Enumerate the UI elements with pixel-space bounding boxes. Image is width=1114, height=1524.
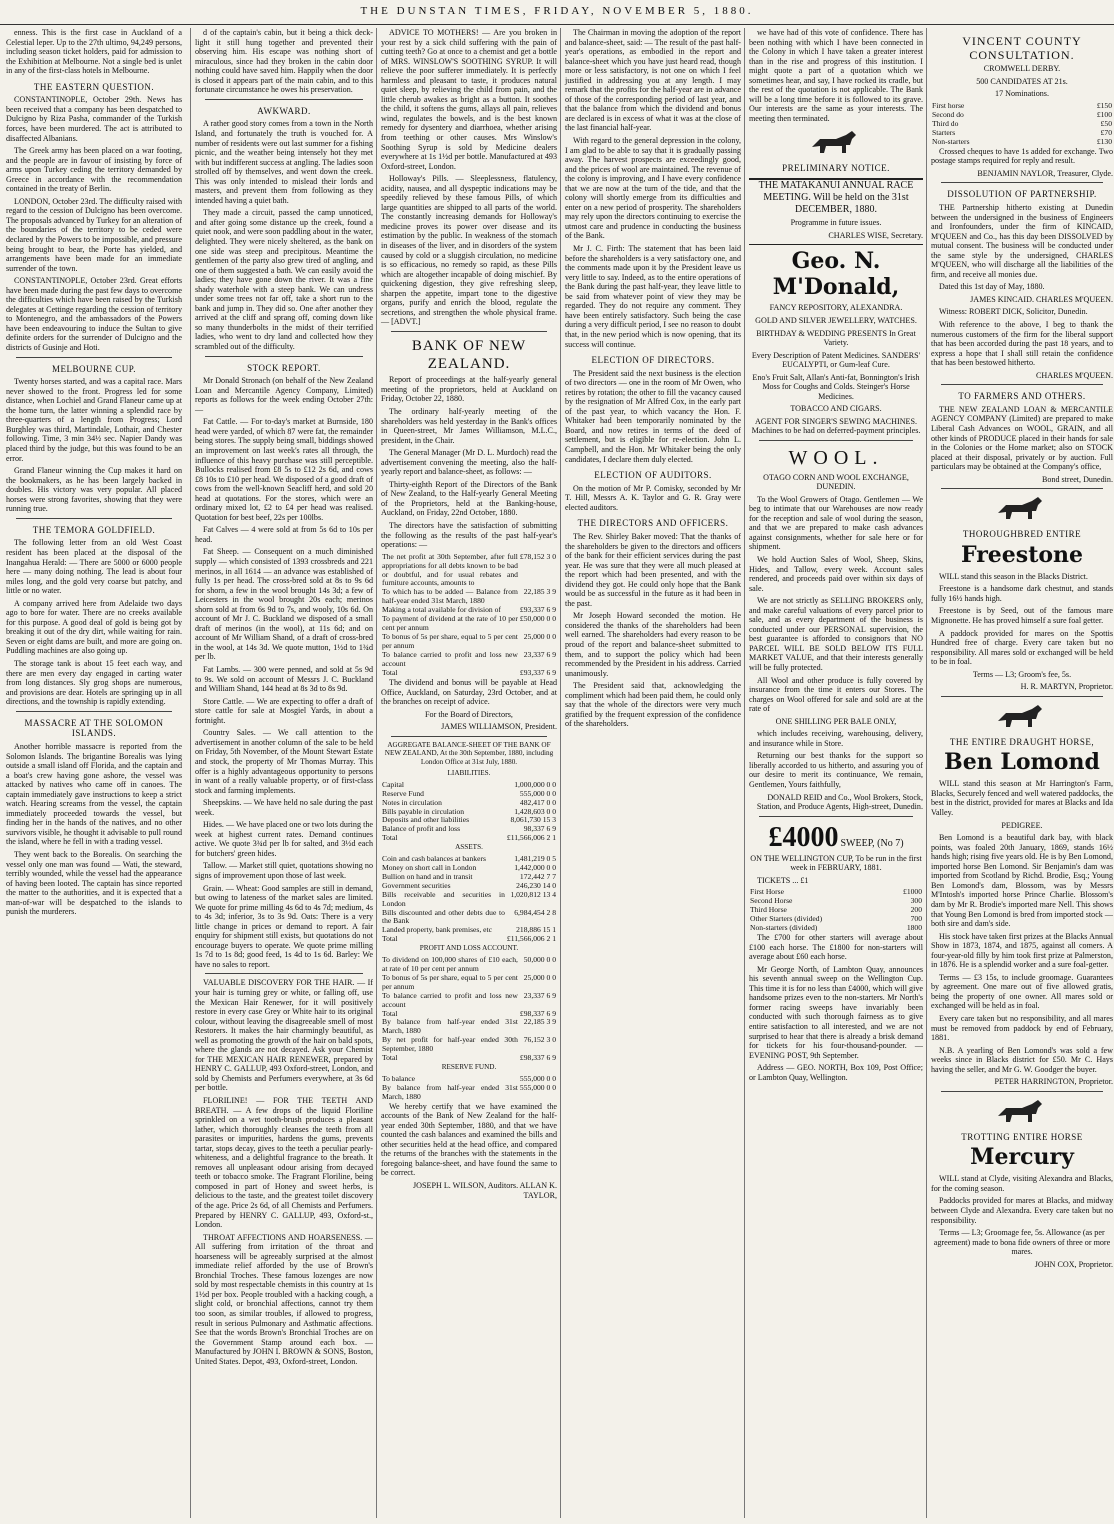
row-amount: £93,337 6 9: [519, 668, 556, 678]
paragraph: ONE SHILLING PER BALE ONLY,: [775, 716, 897, 726]
row-amount: £11,566,006 2 1: [506, 833, 556, 843]
paragraph: Address — GEO. NORTH, Box 109, Post Office; or Lambton Quay, Wellington.: [749, 1063, 923, 1082]
row-label: Total: [382, 1008, 398, 1018]
paragraph: The President said the next business is the election of two directors — one in the room of Mr Owen, who retires by rotation; the other to fill the vacancy caused by the resignation of Mr Alfred Cox, in the early part of the past year, to which vacancy the Hon. F. Whitaker had been temporarily nominated by the Board, and now retires in terms of the deed of settlement, but is eligible for re-election. John L. Campbell, and the Hon. Mr Whitaker being the only candidates, I declare them duly elected.: [565, 368, 741, 464]
paragraph: ON THE WELLINGTON CUP, To be run in the first week in FEBRUARY, 1881.: [750, 853, 922, 873]
section-heading: VINCENT COUNTY CONSULTATION.: [962, 34, 1082, 63]
row-label: Money on short call in London: [382, 862, 477, 872]
paragraph: Fat Calves — 4 were sold at from 5s 6d to 10s per head.: [195, 525, 373, 544]
table-row: [381, 834, 557, 843]
section-heading: PRELIMINARY NOTICE.: [782, 163, 890, 174]
row-label: Landed property, bank premises, etc: [382, 925, 492, 935]
signature: JAMES WILLIAMSON, President.: [441, 722, 557, 732]
paragraph: The Greek army has been placed on a war footing, and the people are in favour of insisting by force of arms upon Turkey ceding the territory demanded by Greece in accordance with the recommendation contained in the treaty of Berlin.: [6, 146, 182, 194]
section-heading: MELBOURNE CUP.: [51, 363, 136, 374]
row-amount: £100: [1096, 109, 1112, 119]
paragraph: A company arrived here from Adelaide two days ago to bore for water. There are no creeks available for this purpose. A good deal of gold is being got by breaking it out of the dry dirt, while waiting for rain. Seven or eight dams are built, and more are going on. Puddling machines are also going up.: [6, 598, 182, 656]
signature: JOHN COX, Proprietor.: [1034, 1259, 1113, 1269]
paragraph: TOBACCO AND CIGARS.: [790, 404, 882, 414]
paragraph: We hold Auction Sales of Wool, Sheep, Skins, Hides, and Tallow, every week. Account sales rendered, and proceeds paid over within six days of sale.: [749, 555, 923, 593]
paragraph: BIRTHDAY & WEDDING PRESENTS In Great Variety.: [756, 328, 916, 348]
divider: [759, 440, 913, 441]
signature: H. R. MARTYN, Proprietor.: [1020, 682, 1113, 692]
paragraph: With reference to the above, I beg to thank the numerous customers of the firm for the liberal support that has been accorded during the past 18 years, and to express a hope that I shall still retain the confidence that has been bestowed hitherto.: [931, 319, 1113, 368]
row-label: To dividend on 100,000 shares of £10 each, at rate of 10 per cent per annum: [382, 954, 518, 973]
section-heading: THE ENTIRE DRAUGHT HORSE,: [949, 736, 1095, 747]
table-heading: ASSETS.: [455, 843, 483, 852]
row-label: Third do: [932, 118, 959, 128]
paragraph: Thirty-eighth Report of the Directors of the Bank of New Zealand, to the Half-yearly General Meeting of the Proprietors, held at the Banking-house, Auckland, on Friday, 22nd October, 1880.: [381, 479, 557, 518]
paragraph: Terms — L3; Groom's fee, 5s.: [972, 669, 1072, 679]
paragraph: Grain. — Wheat: Good samples are still in demand, but owing to lateness of the market sales are limited. We quote for prime milling 4s 6d to 4s 7d; medium, 4s to 4s 3d; inferior, 3s to 3s 9d. Oats: There is a very little change in prices or demand to report. A fair enquiry for shipment still exists, but quotations do not encourage buyers to operate. We quote prime milling 1s 7d to 1s 8d; good feed, 1s 4d to 1s 6d. Barley: We have no sales to report.: [195, 883, 373, 969]
paragraph: Mr J. C. Firth: The statement that has been laid before the shareholders is a very satisfactory one, and the comments made upon it by the President leave us very little to say. Indeed, as to the entire operations of the Bank during the past half-year, they leave little to be said from whatever point of view they may be regarded. They do not require any comment. They have been entirely satisfactory. Such being the case during a very difficult period, I see no reason to doubt that, in the new period which is now opening, that its success will continue.: [565, 244, 741, 349]
advert-name: Geo. N. M'Donald,: [772, 247, 900, 300]
table-row: [381, 974, 557, 992]
paragraph: CONSTANTINOPLE, October 23rd. Great efforts have been made during the past few days to overcome the difficulties which have been raised by the Turkish delegates at Cettinge regarding the cession of territory to Montenegro, and the ambassadors of the Powers have been endeavouring to induce the Sultan to give definite orders for the surrender of Dulcigno and the districts of Gusinje and Hoti.: [6, 276, 182, 353]
paragraph: Hides. — We have placed one or two lots during the week at highest current rates. Demand continues active. We quote 3¾d per lb for salted, and 3½d each for butchers' green hides.: [195, 820, 373, 858]
paragraph: WILL stand at Clyde, visiting Alexandra and Blacks, for the coming season.: [931, 1174, 1113, 1193]
signature: JOSEPH L. WILSON, Auditors. ALLAN K. TAYLOR,: [413, 1180, 557, 1200]
paragraph: Mr Donald Stronach (on behalf of the New Zealand Loan and Mercantile Agency Company, Limited) reports as follows for the week ending October 27th: —: [195, 376, 373, 414]
liabilities-table: [381, 781, 557, 844]
row-label: To bonus of 5s per share, equal to 5 per cent per annum: [382, 972, 518, 991]
section-heading: THE EASTERN QUESTION.: [33, 81, 155, 92]
row-amount: 700: [910, 914, 922, 924]
row-label: First horse: [932, 100, 965, 110]
table-row: [381, 651, 557, 669]
divider: [391, 331, 547, 332]
paragraph: 17 Nominations.: [995, 89, 1049, 99]
divider: [941, 182, 1103, 183]
signature: BENJAMIN NAYLOR, Treasurer, Clyde.: [977, 168, 1113, 178]
horse-name: Ben Lomond: [944, 749, 1100, 776]
signature: PETER HARRINGTON, Proprietor.: [994, 1077, 1113, 1087]
row-label: Second do: [932, 109, 964, 119]
row-amount: 25,000 0 0: [523, 972, 556, 982]
paragraph: CROMWELL DERBY.: [983, 64, 1061, 74]
row-label: Deposits and other liabilities: [382, 815, 470, 825]
paragraph: Terms — L3; Groomage fee, 5s. Allowance (as per agreement) made to bona fide owners of three or more mares.: [933, 1228, 1111, 1257]
section-heading: STOCK REPORT.: [247, 362, 321, 373]
row-amount: 22,185 3 9: [523, 587, 556, 597]
section-heading: THE DIRECTORS AND OFFICERS.: [577, 518, 729, 529]
paragraph: Another horrible massacre is reported from the Solomon Islands. The brigantine Borealis was lying outside a small island off Florida, and the captain and a boat's crew having gone ashore, the vessel was attacked by natives who came off in canoes. The captain immediately gave instructions to keep a strict watch. Hearing screams from the vessel, the captain immediately proceeded towards the vessel, but finding her in the hands of the natives, and no other survivors visible, he thought it advisable to pull round the island, where he fell in with a trading vessel.: [6, 741, 182, 847]
paragraph: The ordinary half-yearly meeting of the shareholders was held yesterday in the Bank's offices in Queen-street, Mr James Williamson, M.L.C., president, in the Chair.: [381, 406, 557, 445]
row-amount: 555,000 0 0: [519, 788, 556, 798]
table-row: [381, 633, 557, 651]
row-amount: 23,337 6 9: [523, 990, 556, 1000]
divider: [205, 99, 363, 100]
table-row: [381, 588, 557, 606]
paragraph: Report of proceedings at the half-yearly general meeting of the proprietors, held at Auckland on Friday, October 22, 1880.: [381, 375, 557, 404]
paragraph: All Wool and other produce is fully covered by insurance from the time it enters our Stores. The charges on Wool offered for sale and sold are at the rate of: [749, 675, 923, 714]
paragraph: Dated this 1st day of May, 1880.: [939, 282, 1045, 292]
row-amount: £130: [1096, 136, 1112, 146]
row-label: Bills payable in circulation: [382, 806, 465, 816]
row-label: By balance from half-year ended 31st March, 1880: [382, 1017, 518, 1036]
assets-table: [381, 855, 557, 945]
paragraph: AGENT FOR SINGER'S SEWING MACHINES. Machines to be had on deferred-payment principles.: [751, 416, 921, 436]
row-amount: 555,000 0 0: [519, 1073, 556, 1083]
table-row: [381, 992, 557, 1010]
row-label: To balance: [382, 1073, 415, 1083]
paragraph: enness. This is the first case in Auckland of a Celestial leper. Up to the 27th ultimo, 94,249 persons, including season ticket holders, paid for admission to the Exhibition at Melbourne. Not a single bed is unlet in any of the first-class hotels in Melbourne.: [6, 28, 182, 76]
row-label: Bullion on hand and in transit: [382, 871, 473, 881]
column-3: [376, 28, 557, 1518]
horse-name: Mercury: [970, 1144, 1074, 1171]
paragraph: Fat Cattle. — For to-day's market at Burnside, 180 head were yarded, of which 87 were fat, the remainder being stores. The supply being small, biddings showed an improvement on last week's rates all through, the influence of this heavy purchase was still perceptible. Bullocks realised from £8 5s to £12 2s 6d, and cows £8 10s to £10 per head. We disposed of a good draft of cows from the well-known Seacliff herd, and sold 20 head at quotations. For the stores, which were an ordinary mixed lot, £2 to £4 per head was realised. Quotation for best beef, 22s per 100lbs.: [195, 417, 373, 522]
row-amount: 300: [910, 896, 922, 906]
paragraph: Programme in future issues.: [790, 218, 882, 228]
row-label: Non-starters (divided): [750, 923, 818, 933]
row-label: Second Horse: [750, 896, 793, 906]
paragraph: On the motion of Mr P. Comisky, seconded by Mr T. Hill, Messrs A. K. Taylor and G. R. Gray were elected auditors.: [565, 483, 741, 512]
horse-icon: [992, 493, 1052, 523]
row-amount: 1,481,219 0 5: [514, 853, 556, 863]
row-label: Coin and cash balances at bankers: [382, 853, 486, 863]
horse-icon: [992, 1096, 1052, 1126]
table-row: [381, 956, 557, 974]
row-amount: 1,000,000 0 0: [514, 779, 556, 789]
signature: CHARLES M'QUEEN.: [1035, 370, 1113, 380]
table-row: [931, 111, 1113, 120]
row-amount: 1,020,812 13 4: [510, 889, 556, 899]
paragraph: The President said that, acknowledging the compliment which had been paid them, he could only say that the whole of the directors were very much gratified by the frequent expression of the confidence of the shareholders.: [565, 681, 741, 729]
profit-loss-table: [381, 956, 557, 1063]
paragraph: The following letter from an old West Coast resident has been placed at the disposal of the Inangahua Herald: — There are 5000 or 6000 people here — many doing nothing. The lead is about four miles long, and the gold very coarse but patchy, and little or no water.: [6, 538, 182, 596]
table-row: [381, 553, 557, 589]
section-heading: TO FARMERS AND OTHERS.: [958, 391, 1086, 402]
table-row: [381, 891, 557, 909]
row-amount: 555,000 0 0: [519, 1082, 556, 1092]
paragraph: Crossed cheques to have 1s added for exchange. Two postage stamps required for reply and result.: [931, 146, 1113, 166]
paragraph: They made a circuit, passed the camp unnoticed, and after going some distance up the creek, found a quiet nook, and were soon paddling about in the water, delighted. They were nicely sheltered, as the bank on one side was steep and precipitous. Meantime the gentlemen of the party also grew tired of angling, and one of them suggested a bath. We can easily avoid the ladies; they have gone down the river. It was a fine shady waterhole with a steep bank. We can undress under some trees not far off, take a short run to the bank and jump in. They did so. One after another they arrived at the cliff and sprang off, coming down like so many thunderbolts in the midst of their terrified ladies, who went to dry land and collected how they scrambled out of the difficulty.: [195, 208, 373, 352]
row-label: By net profit for half-year ended 30th September, 1880: [382, 1035, 518, 1054]
row-amount: 246,230 14 0: [516, 880, 556, 890]
paragraph: Twenty horses started, and was a capital race. Mars never showed to the front. Progress led for some distance, when Lochiel and Grand Flaneur came up at the home turn, the latter winning a splendid race by three-quarters of a length from Progress; Lord Burghley was third, Martindale, Lothair, and Chester following. Time, 3 min 34½ sec. Napier Dandy was placed third by the judge, but this was found to be an error.: [6, 377, 182, 463]
paragraph: Country Sales. — We call attention to the advertisement in another column of the sale to be held on Friday, 5th November, of the Mount Stewart Estate and stock, the property of Mr Thomas Murray. This offer is a highly advantageous opportunity to persons in want of a really valuable property, or of first-class stock and farming implements.: [195, 728, 373, 795]
divider: [205, 356, 363, 357]
divider: [16, 518, 172, 519]
column-2: [190, 28, 373, 1518]
row-amount: £150: [1096, 100, 1112, 110]
paragraph: d of the captain's cabin, but it being a thick deck-light it still hung together and prevented their observing him. His escape was nothing short of miraculous, since had they broken in the cabin door nothing could have saved him. Happily when the door is closed it appears part of the main cabin, and to this fortunate circumstance he owes his preservation.: [195, 28, 373, 95]
paragraph: Tallow. — Market still quiet, quotations showing no signs of improvement upon those of last week.: [195, 861, 373, 880]
table-row: [381, 1054, 557, 1063]
row-label: To balance carried to profit and loss new account: [382, 990, 518, 1009]
paragraph: THE NEW ZEALAND LOAN & MERCANTILE AGENCY COMPANY (Limited) are prepared to make Liberal Cash Advances on WOOL, GRAIN, and all other kinds of PRODUCE placed in their hands for sale in the Colonies or the Home market; also on STOCK placed at their disposal, privately or by auction. Full particulars may be obtained at the Company's office,: [931, 404, 1113, 472]
row-label: Capital: [382, 779, 404, 789]
row-amount: 50,000 0 0: [523, 954, 556, 964]
row-label: By balance from half-year ended 31st March, 1880: [382, 1082, 518, 1101]
row-amount: £78,152 3 0: [519, 551, 556, 561]
paragraph: A paddock provided for mares on the Spottis Hundred free of charge. Every care taken but no responsibility. All mares sold or exchanged will be held to be in foal.: [931, 628, 1113, 667]
row-amount: 200: [910, 905, 922, 915]
horse-icon: [992, 701, 1052, 731]
row-amount: 22,185 3 9: [523, 1017, 556, 1027]
paragraph: Witness: ROBERT DICK, Solicitor, Dunedin.: [939, 307, 1088, 317]
row-amount: 172,442 7 7: [519, 871, 556, 881]
paragraph: CONSTANTINOPLE, October 29th. News has been received that a company has been despatched to Dulcigno by Riza Pasha, commander of the Turkish forces, have been murdered. The act is attributed to disaffected Albanians.: [6, 95, 182, 143]
row-amount: 482,417 0 0: [519, 797, 556, 807]
table-row: [931, 138, 1113, 147]
row-amount: £11,566,006 2 1: [506, 934, 556, 944]
advert-subtitle: OTAGO CORN AND WOOL EXCHANGE, DUNEDIN.: [763, 472, 909, 492]
advertisement: FLORILINE! — FOR THE TEETH AND BREATH. — A few drops of the liquid Floriline sprinkled on a wet tooth-brush produces a pleasant lather, which thoroughly cleanses the teeth from all parasites or impurities, hardens the gums, prevents tartar, stops decay, gives to the teeth a peculiar pearly-whiteness, and a delightful fragrance to the breath. It removes all unpleasant odour arising from decayed teeth or tobacco smoke. The Fragrant Floriline, being composed in part of Honey and sweet herbs, is delicious to the taste, and the greatest toilet discovery of the age. Price 2s 6d, of all Chemists and Perfumers. Prepared by HENRY C. GALLUP, 493, Oxford-st., London.: [195, 1096, 373, 1230]
paragraph: Every care taken but no responsibility, and all mares must be removed from paddock by end of February, 1881.: [931, 1013, 1113, 1043]
paragraph: The directors have the satisfaction of submitting the following as the results of the past half-year's operations: —: [381, 520, 557, 550]
paragraph: We hereby certify that we have examined the accounts of the Bank of New Zealand for the half-year ended 30th September, 1880, and that we have counted the cash balances and examined the bills and other securities held at the head office, and compared the returns of the branches with the statements in the foregoing balance-sheet, and have found the same to be correct.: [381, 1101, 557, 1178]
paragraph: Ben Lomond is a beautiful dark bay, with black points, was foaled 20th January, 1869, stands 16½ hands high; rising five years old. He is by Ben Lomond, imported horse Ben Lomond. Sir Benjamin's dam was imported from Scotland by Richd. Brodie, Esq.; Young Ben Lomond's dam, Blossom, was by Messrs M'Intosh's imported horse Prince Charlie. Blossom's dam by Mr R. Brodie's imported mare Nell. This shows that Young Ben Lomond is bred from imported stock — both sire and dam's side.: [931, 833, 1113, 929]
row-label: Balance of profit and loss: [382, 824, 461, 834]
divider: [759, 816, 913, 817]
row-label: Bills discounted and other debts due to the Bank: [382, 907, 505, 926]
table-row: [381, 615, 557, 633]
row-label: Total: [382, 1053, 398, 1063]
paragraph: His stock have taken first prizes at the Blacks Annual Show in 1873, 1874, and 1875, against all comers. A four-year-old filly by him took first prize at Palmerston, in 1876. He is a splendid worker and a sure foal-getter.: [931, 931, 1113, 970]
paragraph: Store Cattle. — We are expecting to offer a draft of store cattle for sale at Mosgiel Yards, in about a fortnight.: [195, 696, 373, 725]
row-label: Total: [382, 668, 398, 678]
paragraph: The Rev. Shirley Baker moved: That the thanks of the shareholders be given to the directors and officers of the bank for their efficient services during the past year. He was sure that they were all much pleased at the report which had been presented, and with the dividend they got. He could only hope that the Bank would be as successful in the future as it had been in the past.: [565, 531, 741, 608]
advertisement: Holloway's Pills. — Sleeplessness, flatulency, acidity, nausea, and all dyspeptic indications may be speedily relieved by these famous Pills, of which large quantities are shipped to all parts of the world. The constantly increasing demands for Holloway's medicine proves its power over disease and its estimation by the public. In weakness of the stomach in diseases of the liver, and in disorders of the system caused by cold or a sluggish circulation, no medicine is so efficacious, no remedy so rapid, as these Pills which are altogether incapable of doing mischief. By quickening digestion, they give refreshing sleep, sharpen the appetite, impart tone to the digestive organs, purify and enrich the blood, regulate the secretions, and strengthen the whole physical frame. — [ADVT.]: [381, 174, 557, 327]
paragraph: 500 CANDIDATES AT 21s.: [976, 76, 1068, 86]
paragraph: They went back to the Borealis. On searching the vessel only one man was found — Wati, the steward, terribly wounded, while the vessel had the appearance of having been looted. The captain has since reported the matter to the authorities, and it is expected that a man-of-war will be despatched to the islands to punish the murderers.: [6, 849, 182, 917]
section-heading: AWKWARD.: [257, 105, 311, 116]
paragraph: Eno's Fruit Salt, Allan's Anti-fat, Bonnington's Irish Moss for Coughs and Colds. Steinger's Horse Medicines.: [752, 372, 920, 401]
sweep-label: SWEEP, (No 7): [840, 837, 904, 849]
row-amount: £1000: [903, 887, 922, 897]
advert-subtitle: FANCY REPOSITORY, ALEXANDRA.: [769, 303, 903, 313]
divider: [941, 696, 1103, 697]
divider: [205, 973, 363, 974]
row-amount: 8,061,730 15 3: [510, 815, 556, 825]
paragraph: WILL stand this season at Mr Harrington's Farm, Blacks, Securely fenced and well watered paddocks, the best in the district, provided for mares at Blacks and Ida Valley.: [931, 779, 1113, 818]
section-heading: DISSOLUTION OF PARTNERSHIP.: [947, 189, 1097, 200]
advertisement: VALUABLE DISCOVERY FOR THE HAIR. — If your hair is turning grey or white, or falling off, use the Mexican Hair Renewer, for it will positively restore in every case Grey or White hair to its original colour, without leaving the disagreeable smell of most Restorers. It makes the hair charmingly beautiful, as well as promoting the growth of the hair on bald spots, where the glands are not decayed. Ask your Chemist for THE MEXICAN HAIR RENEWER, prepared by HENRY C. GALLUP, 493 Oxford-street, London, and sold by Chemists and Perfumers everywhere, at 3s 6d per bottle.: [195, 978, 373, 1093]
row-label: To which has to be added — Balance from half-year ended 31st March, 1880: [382, 587, 518, 606]
prize-table: [931, 102, 1113, 147]
paragraph: N.B. A yearling of Ben Lomond's was sold a few weeks since in Blacks district for £50. Mr C. Hays having the seller, and Mr G. W. Goodger the buyer.: [931, 1045, 1113, 1074]
row-amount: £50: [1100, 118, 1112, 128]
advertisement: THROAT AFFECTIONS AND HOARSENESS. — All suffering from irritation of the throat and hoarseness will be agreeably surprised at the almost immediate relief afforded by the use of Brown's Bronchial Troches. These famous lozenges are now sold by most respectable chemists in this country at 1s 1½d per box. People troubled with a hacking cough, a slight cold, or bronchial affections, cannot try them too soon, as similar troubles, if allowed to progress, result in serious Pulmonary and Asthmatic affections. See that the words Brown's Bronchial Troches are on the Government Stamp around each box. — Manufactured by JOHN I. BROWN & SONS, Boston, United States. Depot, 493, Oxford-street, London.: [195, 1232, 373, 1366]
row-amount: £98,337 6 9: [519, 1008, 556, 1018]
row-label: Reserve Fund: [382, 788, 424, 798]
row-label: Other Starters (divided): [750, 914, 823, 924]
paragraph: We are not strictly as SELLING BROKERS only, and make careful valuations of every parcel prior to sale, and as every department of the business is conducted under our PERSONAL supervision, the best guarantee is afforded to consignors that NO PARCEL WILL BE SOLD BELOW ITS FULL MARKET VALUE, and that their interests generally will be fully protected.: [749, 596, 923, 673]
divider: [16, 711, 172, 712]
paragraph: Terms — £3 15s, to include groomage. Guarantees by agreement. One mare out of five allowed gratis, being the property of one owner. All mares sold or exchanged will be held as in foal.: [931, 972, 1113, 1011]
paragraph: LONDON, October 23rd. The difficulty raised with regard to the cession of Dulcigno has been overcome. The proposals advanced by Turkey for an alteration of the boundaries of the territory to be ceded were declared by the Powers to be impossible, and pressure being brought to bear, the Porte has yielded, and arrangements have been made for an immediate surrender of the town.: [6, 196, 182, 273]
column-6: [926, 28, 1113, 1518]
paragraph: Paddocks provided for mares at Blacks, and midway between Clyde and Alexandra. Every care taken but no responsibility.: [931, 1196, 1113, 1225]
paragraph: Freestone is a handsome dark chestnut, and stands fully 16½ hands high.: [931, 584, 1113, 603]
section-heading: WOOL.: [788, 447, 884, 470]
table-row: [749, 924, 923, 933]
notice-title: THE MATAKANUI ANNUAL RACE MEETING. Will be held on the 31st DECEMBER, 1880.: [758, 180, 914, 215]
table-row: [381, 935, 557, 944]
divider: [941, 488, 1103, 489]
paragraph: TICKETS ... £1: [757, 875, 809, 885]
divider: [391, 736, 547, 737]
paragraph: WILL stand this season in the Blacks District.: [939, 571, 1088, 581]
row-amount: 98,337 6 9: [523, 824, 556, 834]
column-4: [560, 28, 741, 1518]
table-row: [381, 1018, 557, 1036]
signature: DONALD REID and Co., Wool Brokers, Stock, Station, and Produce Agents, High-street, Dunedin.: [756, 792, 923, 812]
signature: Bond street, Dunedin.: [1041, 474, 1113, 484]
table-heading: PEDIGREE.: [1001, 820, 1043, 830]
section-heading: BANK OF NEW ZEALAND.: [411, 337, 527, 372]
row-amount: 1,428,603 0 0: [514, 806, 556, 816]
advertisement: ADVICE TO MOTHERS! — Are you broken in your rest by a sick child suffering with the pain of cutting teeth? Go at once to a chemist and get a bottle of MRS. WINSLOW'S SOOTHING SYRUP. It will relieve the poor sufferer immediately. It is perfectly harmless and pleasant to taste, it produces natural quiet sleep, by relieving the child from pain, and the little cherub awakes as bright as a button. It soothes the child, it softens the gums, allays all pain, relieves wind, regulates the bowels, and is the best known remedy for dysentery and diarrhoea, whether arising from teething or other causes. Mrs Winslow's Soothing Syrup is sold by Medicine dealers everywhere at 1s 1½d per bottle. Manufactured at 493 Oxford-street, London.: [381, 28, 557, 171]
row-label: Total: [382, 833, 398, 843]
column-1: [6, 28, 182, 1518]
row-amount: 76,152 3 0: [523, 1035, 556, 1045]
signature: JAMES KINCAID. CHARLES M'QUEEN.: [970, 294, 1113, 304]
paragraph: Mr George North, of Lambton Quay, announces his seventh annual sweep on the Wellington Cup. This time it is for no less than £4000, which will give handsome prizes even to the non-starters. Mr North's former racing sweeps have invariably been conducted with such thorough fairness as to give entire satisfaction to all interested, and we are not surprised to hear that there is already a brisk demand for tickets for his four-thousand-pounder. — EVENING POST, 9th September.: [749, 964, 923, 1060]
paragraph: which includes receiving, warehousing, delivery, and insurance while in Store.: [749, 729, 923, 748]
table-row: [381, 1036, 557, 1054]
row-label: Total: [382, 934, 398, 944]
row-amount: 25,000 0 0: [523, 632, 556, 642]
row-amount: £98,337 6 9: [519, 1053, 556, 1063]
paragraph: Freestone is by Seed, out of the famous mare Mignonette. He has proved himself a sure foal getter.: [931, 606, 1113, 625]
table-row: [931, 120, 1113, 129]
paragraph: With regard to the general depression in the colony, I am glad to be able to say that it is gradually passing away. The harvest prospects are exceedingly good, and the prices of wool are maintained. The revenue of the colony is improving, and I have every confidence that we are now at the turn of the tide, and that the colony will shortly emerge from its difficulties and enter on a new period of prosperity. The shareholders may rely upon the directors continuing to exercise the utmost care and prudence in conducting the business of the Bank.: [565, 136, 741, 241]
row-label: Notes in circulation: [382, 797, 442, 807]
row-amount: 218,886 15 1: [516, 925, 556, 935]
masthead: THE DUNSTAN TIMES, FRIDAY, NOVEMBER 5, 1880.: [0, 0, 1114, 25]
paragraph: THE Partnership hitherto existing at Dunedin between the undersigned in the business of Engineers and Ironfounders, under the firm of KINCAID, M'QUEEN and Co., has this day been DISSOLVED by mutual consent. The business will be conducted under the same style by the undersigned, CHARLES M'QUEEN, who will discharge all the liabilities of the firm, and receive all monies due.: [931, 202, 1113, 279]
paragraph: Returning our best thanks for the support so liberally accorded to us hitherto, and assuring you of our desire to merit its continuance, We remain, Gentlemen, Yours faithfully,: [749, 751, 923, 790]
section-heading: MASSACRE AT THE SOLOMON ISLANDS.: [24, 717, 164, 739]
paragraph: Sheepskins. — We have held no sale during the past week.: [195, 798, 373, 817]
row-label: Bills receivable and securities in London: [382, 889, 505, 908]
sweep-amount: £4000: [768, 821, 839, 853]
horse-icon: [806, 127, 866, 157]
section-heading: TROTTING ENTIRE HORSE: [961, 1131, 1083, 1142]
table-heading: RESERVE FUND.: [441, 1063, 497, 1072]
signature: For the Board of Directors,: [425, 709, 513, 719]
table-row: [381, 1084, 557, 1102]
row-amount: £93,337 6 9: [519, 605, 556, 615]
row-label: To bonus of 5s per share, equal to 5 per cent per annum: [382, 632, 518, 651]
divider: [941, 1091, 1103, 1092]
row-label: Third Horse: [750, 905, 787, 915]
profit-table: [381, 553, 557, 678]
row-label: To balance carried to profit and loss new account: [382, 650, 518, 669]
column-5: [744, 28, 923, 1518]
section-heading: AGGREGATE BALANCE-SHEET OF THE BANK OF NEW ZEALAND, At the 30th September, 1880, including London Office at 31st July, 1880.: [384, 740, 554, 766]
table-heading: PROFIT AND LOSS ACCOUNT.: [419, 944, 519, 953]
row-label: To payment of dividend at the rate of 10 per cent per annum: [382, 614, 518, 633]
section-heading: THOROUGHBRED ENTIRE: [962, 529, 1082, 540]
paragraph: we have had of this vote of confidence. There has been nothing with which I have been connected in the Colony in which I have taken a greater interest than in the rise and progress of this institution. I might quote a part of a quotation which we sometimes hear, and say, I have rocked its cradle, but the rest of the quotation is not applicable. The Bank will be a long time before it is followed to its grave. Our interests are the same as your interests. The meeting then terminated.: [749, 28, 923, 123]
table-heading: LIABILITIES.: [447, 769, 491, 778]
row-label: The net profit at 30th September, after full appropriations for all debts known to be bad or doubtful, and for usual rebates and furniture accounts, amounts to: [382, 551, 518, 588]
divider: [941, 384, 1103, 385]
row-amount: 23,337 6 9: [523, 650, 556, 660]
paragraph: Mr Joseph Howard seconded the motion. He considered the thanks of the shareholders had been well earned. The shareholders had every reason to be proud of the report and balance-sheet submitted to them, and to support the policy which had been recommended by the President in his address. Carried unanimously.: [565, 611, 741, 678]
paragraph: The General Manager (Mr D. L. Murdoch) read the advertisement convening the meeting, also the half-yearly report and balance-sheet, as follows: —: [381, 448, 557, 477]
row-label: Making a total available for division of: [382, 605, 501, 615]
sweep-table: [749, 888, 923, 933]
section-heading: THE TEMORA GOLDFIELD.: [32, 524, 156, 535]
row-amount: 1800: [906, 923, 922, 933]
section-heading: ELECTION OF DIRECTORS.: [591, 355, 715, 366]
paragraph: GOLD AND SILVER JEWELLERY, WATCHES.: [755, 316, 917, 326]
row-amount: £70: [1100, 127, 1112, 137]
section-heading: ELECTION OF AUDITORS.: [594, 470, 712, 481]
row-amount: 1,442,000 0 0: [514, 862, 556, 872]
paragraph: The storage tank is about 15 feet each way, and there are men every day engaged in carting water from long distances. Sly grog shops are numerous, and provisions are dear. Hotels are springing up in all directions, and the township is rapidly extending.: [6, 659, 182, 707]
row-label: First Horse: [750, 887, 784, 897]
reserve-table: [381, 1075, 557, 1102]
row-amount: £50,000 0 0: [519, 614, 556, 624]
paragraph: Fat Lambs. — 300 were penned, and sold at 5s 9d to 9s. We sold on account of Messrs J. C. Buckland and William Shand, 144 head at 8s 3d to 8s 9d.: [195, 665, 373, 694]
paragraph: The Chairman in moving the adoption of the report and balance-sheet, said: — The result of the past half-year's operations, as embodied in the report and balance-sheet which you have just heard read, though more or less satisfactory, is not one on which I feel justified in addressing you at any length. I may remark that the profits for the half-year are in advance of those of the corresponding period of last year, and that the balance from which the dividend and bonus are declared is in excess of what it was at the close of the last financial half-year.: [565, 28, 741, 133]
paragraph: The dividend and bonus will be payable at Head Office, Auckland, on Saturday, 23rd October, and at the branches on receipt of advice.: [381, 677, 557, 707]
table-row: [381, 909, 557, 927]
paragraph: Every Description of Patent Medicines. SANDERS' EUCALYPTI, or Gum-leaf Cure.: [751, 350, 921, 370]
paragraph: To the Wool Growers of Otago. Gentlemen — We beg to intimate that our Warehouses are now ready for the reception and sale of wool during the season, and that we are prepared to make cash advances against consignments, whether for sale here or for shipment.: [749, 494, 923, 552]
divider: [16, 357, 172, 358]
signature: CHARLES WISE, Secretary.: [828, 231, 923, 241]
horse-name: Freestone: [960, 541, 1084, 568]
paragraph: A rather good story comes from a town in the North Island, and fortunately the truth is vouched for. A number of residents were out last summer for a fishing picnic, and the weather being intensely hot they met with but indifferent success at angling. The ladies soon strolled off by themselves, and went down the creek. This was only intended to mislead their lords and masters, and prevent them from following as they intended having a quiet bath.: [195, 119, 373, 205]
paragraph: Fat Sheep. — Consequent on a much diminished supply — which consisted of 1393 crossbreds and 221 merinos, in all 1614 — an advance was established of fully 1s per head. The cross-bred sold at 8s to 9s 6d for shorn, a few in the wool brought 14s 3d; a few of Leicesters in the wool brought 20s each; merinos shorn sold at from 6s 9d to 7s, and wooly, 10s 6d. On account of Mr J. C. Buckland we disposed of a small draft of merinos (in the wool), at 11s 6d; and on account of Mr William Shand, of a draft of cross-bred in the wool, at 14s 3d. We quote mutton, 1½d to 1¾d per lb.: [195, 547, 373, 662]
paragraph: Grand Flaneur winning the Cup makes it hard on the bookmakers, as he has been largely backed in doubles. His victory was very popular. All placed horses were strong favorites, showing that they were running true.: [6, 466, 182, 514]
table-row: [381, 669, 557, 678]
row-amount: 6,984,454 2 8: [514, 907, 556, 917]
row-label: Government securities: [382, 880, 451, 890]
row-label: Non-starters: [932, 136, 970, 146]
row-label: Starters: [932, 127, 956, 137]
paragraph: The £700 for other starters will average about £100 each horse. The £1800 for non-starters will average about £60 each horse.: [749, 933, 923, 962]
